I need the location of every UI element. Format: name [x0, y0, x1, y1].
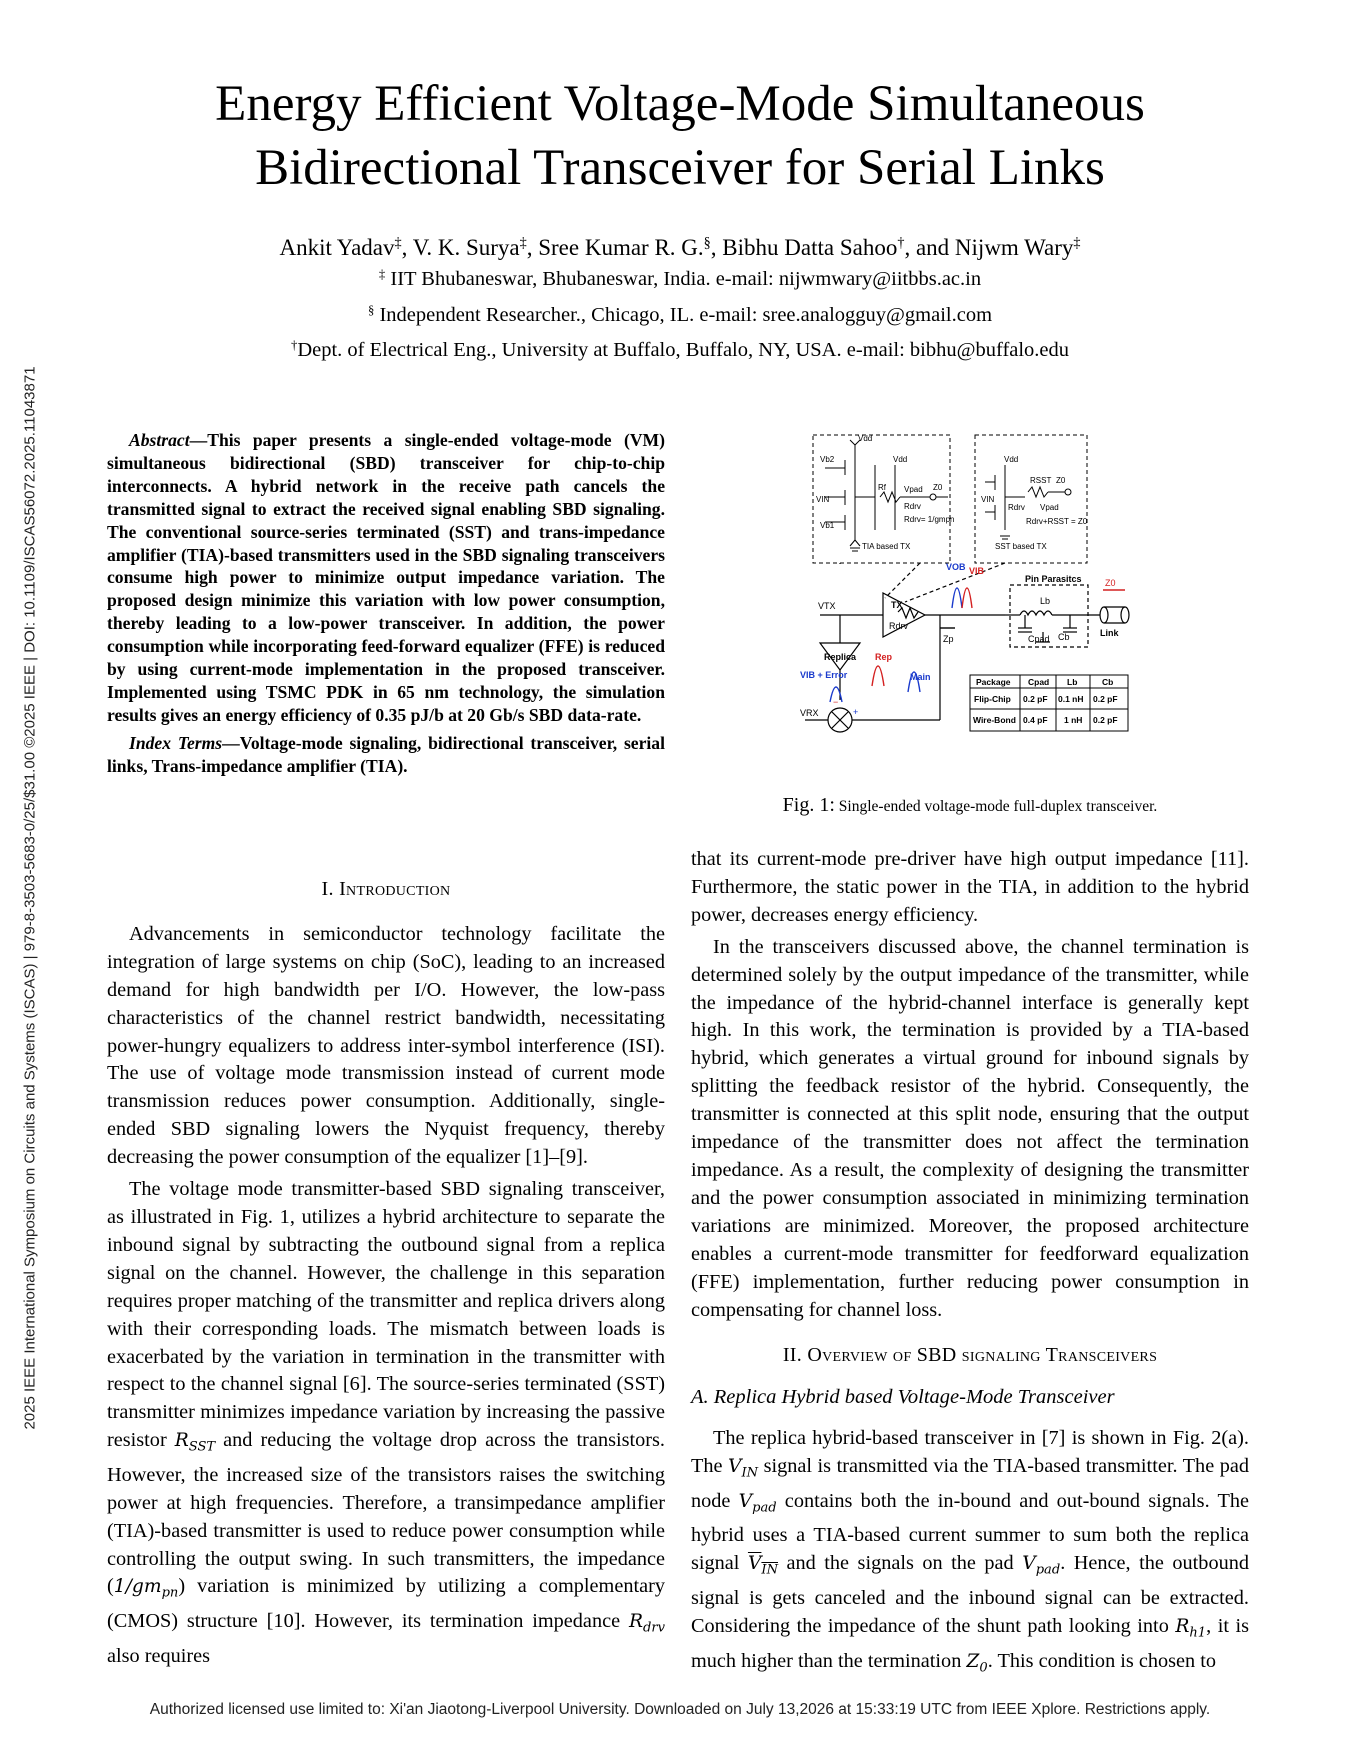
section-2-heading: [691, 1342, 1249, 1370]
section-1-title: Introduction: [339, 878, 451, 900]
table-row-1-cpad: 0.2 pF: [1023, 694, 1048, 704]
vin-symbol: [728, 1456, 759, 1481]
z0-label-1: Z0: [933, 483, 943, 492]
vb2-label: Vb2: [820, 455, 835, 464]
pin-parasitics-label: Pin Parasitcs: [1025, 574, 1082, 584]
s2-part-e: . Hence, the outbound signal is gets canceled and the inbound signal can be extracted. Considering the impedance of the shunt path looking into: [691, 1552, 1250, 1637]
affiliation-3-text: Dept. of Electrical Eng., University at Buffalo, Buffalo, NY, USA. e-mail: bibhu@buffalo.edu: [297, 339, 1070, 361]
vib-error-label: VIB + Error: [800, 670, 848, 680]
right-column-body: [691, 846, 1249, 1686]
rdrv-label-3: Rdrv: [889, 621, 909, 631]
affiliation-1-text: IIT Bhubaneswar, Bhubaneswar, India. e-mail: nijwmwary@iitbbs.ac.in: [385, 268, 982, 290]
license-footer: Authorized licensed use limited to: Xi'an Jiaotong-Liverpool University. Downloaded on July 13,2026 at 15:33:19 UTC from IEEE Xplore. Restrictions apply.: [149, 1701, 1211, 1718]
title-line-2: Bidirectional Transceiver for Serial Links: [255, 140, 1105, 196]
author-1-mark: ‡: [394, 235, 402, 252]
vdd-label-1: Vdd: [858, 434, 873, 443]
figure-1-schematic: [800, 430, 1180, 770]
rh1-sub: h1: [1189, 1625, 1207, 1641]
vin-bar-symbol: [747, 1553, 779, 1579]
author-4: , Bibhu Datta Sahoo: [710, 235, 898, 260]
rdrv-symbol: [628, 1611, 665, 1636]
gm-base: 1/gm: [113, 1576, 162, 1598]
rsst-symbol: [174, 1430, 216, 1455]
vin-bar-sub: IN: [761, 1563, 779, 1579]
vin-label-1: VIN: [816, 495, 830, 504]
vin-sub: IN: [741, 1465, 759, 1481]
rdrv-label-2: Rdrv: [1008, 503, 1025, 512]
index-terms-label: Index Terms: [129, 732, 223, 753]
table-header-cpad: Cpad: [1028, 677, 1050, 687]
rsst-base: R: [174, 1430, 189, 1452]
table-row-1-lb: 0.1 nH: [1058, 694, 1084, 704]
tx-label: TX: [891, 600, 903, 610]
gm-symbol: [113, 1576, 179, 1602]
cpad-label: Cpad: [1028, 634, 1050, 644]
author-2: , V. K. Surya: [401, 235, 520, 260]
s2-part-c: contains both the in-bound and out-bound signals. The hybrid uses a TIA-based current summer to sum both the replica signal: [691, 1489, 1250, 1575]
author-2-mark: ‡: [519, 235, 527, 252]
vb1-label: Vb1: [820, 521, 835, 530]
vin-label-2: VIN: [981, 495, 995, 504]
intro-paragraph-3: that its current-mode pre-driver have high output impedance [11]. Furthermore, the static power in the TIA, in addition to the hybrid power, decreases energy efficiency.: [691, 848, 1249, 926]
z0-label-2: Z0: [1056, 476, 1066, 485]
rdrv-label-1: Rdrv: [904, 502, 921, 511]
abstract-label: Abstract: [129, 430, 190, 450]
sst-tx-label: SST based TX: [995, 542, 1047, 551]
vtx-label: VTX: [818, 601, 836, 611]
vpad-symbol: [738, 1490, 777, 1516]
rep-label: Rep: [875, 652, 893, 662]
intro-p2-part-b: and reducing the voltage drop across the transistors. However, the increased size of the transistors raises the switching power at high frequencies. Therefore, a transimpedance amplifier (TIA)-based transmitter is used to reduce power consumption while controlling the output swing. In such transmitters, the impedance (: [107, 1429, 665, 1598]
rdrv-base: R: [628, 1611, 643, 1633]
affiliation-2: [130, 304, 1230, 327]
s2-part-a: The replica hybrid-based transceiver in [7] is shown in Fig. 2(a). The: [691, 1427, 1249, 1478]
rf-label: Rf: [878, 483, 886, 492]
author-3: , Sree Kumar R. G.: [526, 235, 704, 260]
rh1-base: R: [1175, 1615, 1190, 1637]
intro-p2-part-d: also requires: [107, 1644, 211, 1667]
abstract-text: —This paper presents a single-ended voltage-mode (VM) simultaneous bidirectional (SBD) transceiver for chip-to-chip interconnects. A hybrid network in the receive path cancels the transmitted signal to extract the received signal enabling SBD signaling. The conventional source-series terminated (SST) and trans-impedance amplifier (TIA)-based transmitters used in the SBD signaling transceivers consume high power to minimize output impedance variation. The proposed design minimize this variation with low power consumption, thereby leading to a low-power transceiver. In addition, the power consumption while incorporating feed-forward equalizer (FFE) is reduced by using current-mode implementation in the proposed transceiver. Implemented using TSMC PDK in 65 nm technology, the simulation results gives an energy efficiency of 0.35 pJ/b at 20 Gb/s SBD data-rate.: [107, 430, 665, 725]
vpad-symbol-2: [1022, 1553, 1061, 1579]
s2-part-f: , it is much higher than the termination: [691, 1614, 1249, 1672]
section-2-number: II.: [782, 1344, 808, 1367]
rsst-sub: SST: [188, 1439, 216, 1455]
intro-paragraph-4: In the transceivers discussed above, the channel termination is determined solely by the output impedance of the transmitter, while the impedance of the hybrid-channel interface is generally kept high. In this work, the termination is provided by a TIA-based hybrid, which generates a virtual ground for inbound signals by splitting the feedback resistor of the hybrid. Consequently, the transmitter is connected at this split node, ensuring that the output impedance of the transmitter does not affect the termination impedance. As a result, the complexity of designing the transmitter and the power consumption associated in minimizing termination variations are minimized. Moreover, the proposed architecture enables a current-mode transmitter for feedforward equalization (FFE) implementation, further reducing power consumption in compensating for channel loss.: [691, 935, 1249, 1321]
rdrv-sub: drv: [643, 1620, 665, 1636]
vin-base: V: [728, 1456, 742, 1478]
side-doi-text: 2025 IEEE International Symposium on Circuits and Systems (ISCAS) | 979-8-3503-5683-0/25/$31.00 ©2025 IEEE | DOI: 10.1109/ISCAS56072.2025.11043871: [21, 365, 39, 1430]
rdrv-eq-label: Rdrv= 1/gmpn: [904, 515, 955, 524]
subsection-2a-heading: A. Replica Hybrid based Voltage-Mode Transceiver: [691, 1386, 1115, 1409]
affiliation-3: [130, 339, 1230, 362]
vpad-base: V: [738, 1490, 753, 1512]
abstract-block: [107, 429, 665, 778]
minus-label: −: [833, 697, 839, 707]
affiliation-1-mark: ‡: [378, 267, 386, 282]
table-row-1-package: Flip-Chip: [974, 694, 1011, 704]
vpad-label-2: Vpad: [1040, 503, 1059, 512]
section-2a-paragraph-1: [691, 1425, 1249, 1682]
table-row-2-package: Wire-Bond: [973, 715, 1016, 725]
affiliation-2-text: Independent Researcher., Chicago, IL. e-mail: sree.analogguy@gmail.com: [374, 304, 993, 326]
side-doi-strip: [22, 305, 38, 1490]
figure-caption-text: Single-ended voltage-mode full-duplex transceiver.: [834, 798, 1158, 815]
author-list: [130, 231, 1230, 265]
left-column-body: [107, 876, 665, 1675]
zp-label: Zp: [943, 634, 954, 644]
affiliation-1: [130, 268, 1230, 291]
author-3-mark: §: [703, 235, 711, 252]
replica-label: Replica: [824, 652, 857, 662]
rsst-label: RSST: [1030, 476, 1052, 485]
rh1-symbol: [1175, 1615, 1207, 1641]
vpad2-base: V: [1022, 1553, 1036, 1575]
z0-base: Z: [966, 1650, 980, 1672]
figure-1-svg: [800, 430, 1180, 770]
table-row-2-cpad: 0.4 pF: [1023, 715, 1048, 725]
abstract-paragraph: [107, 429, 665, 727]
table-row-1-cb: 0.2 pF: [1093, 694, 1118, 704]
author-5-mark: ‡: [1073, 235, 1081, 252]
index-terms-text: —Voltage-mode signaling, bidirectional transceiver, serial links, Trans-impedance amplifier (TIA).: [107, 732, 665, 776]
package-table: [970, 675, 1128, 731]
figure-label: Fig. 1:: [782, 794, 835, 816]
s2-part-b: signal is transmitted via the TIA-based transmitter. The pad node: [691, 1455, 1249, 1512]
table-row-2-cb: 0.2 pF: [1093, 715, 1118, 725]
z0-sub: 0: [979, 1660, 988, 1676]
affiliation-3-mark: †: [290, 338, 298, 353]
paper-title: [130, 72, 1230, 200]
z0-label-3: Z0: [1105, 578, 1116, 588]
intro-paragraph-1: Advancements in semiconductor technology facilitate the integration of large systems on chip (SoC), leading to an increased demand for high bandwidth per I/O. However, the low-pass characteristics of the channel restrict bandwidth, necessitating power-hungry equalizers to address inter-symbol interference (ISI). The use of voltage mode transmission instead of current mode transmission reduces power consumption. Additionally, single-ended SBD signaling lowers the Nyquist frequency, thereby decreasing the power consumption of the equalizer [1]–[9].: [107, 922, 665, 1169]
table-header-cb: Cb: [1102, 677, 1114, 687]
link-label: Link: [1100, 628, 1119, 638]
gm-sub: pn: [161, 1586, 179, 1602]
section-1-number: I.: [321, 878, 340, 900]
s2-part-g: . This condition is chosen to: [987, 1649, 1217, 1672]
table-header-package: Package: [976, 677, 1011, 687]
vpad-sub: pad: [752, 1500, 777, 1516]
section-2-title: Overview of SBD signaling Transceivers: [807, 1344, 1158, 1367]
vpad2-sub: pad: [1035, 1563, 1061, 1579]
author-5: , and Nijwm Wary: [904, 235, 1074, 260]
tia-tx-label: TIA based TX: [862, 542, 911, 551]
intro-paragraph-2: [107, 1176, 665, 1671]
vin-bar-base: V: [747, 1553, 762, 1575]
author-4-mark: †: [897, 235, 905, 252]
s2-part-d: and the signals on the pad: [778, 1552, 1023, 1575]
main-label: Main: [910, 672, 931, 682]
title-line-1: Energy Efficient Voltage-Mode Simultaneous: [215, 76, 1145, 132]
lb-label: Lb: [1040, 596, 1051, 606]
table-header-lb: Lb: [1067, 677, 1078, 687]
tia-transistors: [825, 440, 948, 551]
vrx-label: VRX: [800, 708, 819, 718]
figure-1-caption: [691, 794, 1249, 817]
table-row-2-lb: 1 nH: [1064, 715, 1083, 725]
intro-p2-part-c: ) variation is minimized by utilizing a complementary (CMOS) structure [10]. However, its termination impedance: [107, 1575, 665, 1633]
section-1-heading: [107, 876, 665, 904]
vpad-label-1: Vpad: [904, 485, 923, 494]
index-terms-paragraph: [107, 732, 665, 778]
vdd-label-2: Vdd: [893, 455, 908, 464]
plus-label: +: [853, 707, 859, 717]
z0-symbol: [966, 1650, 988, 1676]
intro-p2-part-a: The voltage mode transmitter-based SBD signaling transceiver, as illustrated in Fig. 1, utilizes a hybrid architecture to separate the inbound signal by subtracting the outbound signal from a replica signal on the channel. However, the challenge in this separation requires proper matching of the transmitter and replica drivers along with their corresponding loads. The mismatch between loads is exacerbated by the variation in termination in the transmitter with respect to the channel signal [6]. The source-series terminated (SST) transmitter minimizes impedance variation by increasing the passive resistor: [107, 1178, 665, 1452]
rdrv-rsst-label: Rdrv+RSST = Z0: [1026, 517, 1088, 526]
author-1: Ankit Yadav: [279, 235, 395, 260]
affiliation-2-mark: §: [367, 303, 375, 318]
vob-label: VOB: [946, 562, 966, 572]
cb-label: Cb: [1058, 632, 1070, 642]
vdd-label-3: Vdd: [1004, 455, 1019, 464]
vib-label: VIB: [969, 566, 985, 576]
